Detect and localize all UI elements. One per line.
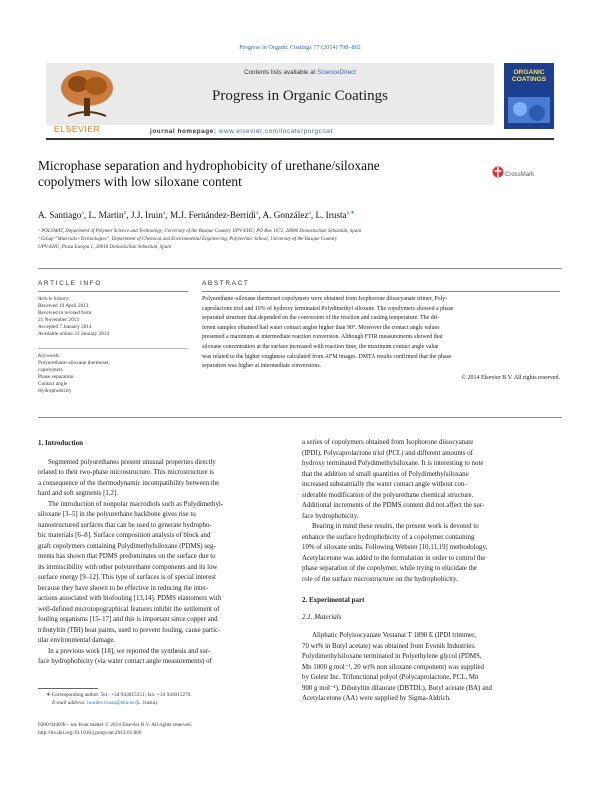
body-line: bic materials [6–8]. Surface composition analysis of block and	[38, 532, 211, 539]
affiliation-b: ᵇ Group “Materials+Technologies”, Department of Chemical and Environmental Engineering, Polytechnic School, University of the Basque Country	[38, 237, 338, 242]
body-line: The introduction of nonpolar macrodiols such as Polydimethyl-	[48, 500, 224, 508]
abstract-bottom-rule	[38, 417, 562, 418]
body-line: Acetylacetone was added to the formulation in order to control the	[302, 554, 486, 562]
body-line: tributyltin (TBI) boat paints, used to prevent fouling, cause partic-	[38, 626, 221, 634]
author-name[interactable]: A. González	[262, 210, 309, 221]
author-affiliation-mark[interactable]: a	[308, 210, 311, 216]
history-label: Article history:	[38, 296, 71, 302]
email-link[interactable]: lourdes.irusta@ehu.es	[87, 700, 135, 706]
affiliation-b-cont: UPV-EHU, Plaza Europa 1, 20018 Donostia/San Sebastián, Spain	[38, 245, 172, 250]
body-line: Segmented polyurethanes present unusual properties directly	[48, 458, 216, 466]
body-line: In a previous work [18], we reported the synthesis and sur-	[48, 647, 211, 655]
copyright-notice: © 2014 Elsevier B.V. All rights reserved.	[461, 375, 560, 381]
abstract-line: separation was higher at intermediate conversions.	[202, 363, 322, 370]
author-name[interactable]: L. Irusta	[315, 210, 347, 221]
header-rule	[46, 138, 554, 140]
left-column	[38, 438, 298, 668]
body-line: well-defined microtopographical features inhibit the settlement of	[38, 605, 220, 613]
history-item: 21 November 2013	[38, 316, 79, 323]
email-note	[52, 700, 158, 708]
keyword-item: Hydrophobicity	[38, 387, 72, 394]
corresponding-author-note: ∗ Corresponding author. Tel.: +34 943015351; fax: +34 943015270.	[46, 692, 192, 698]
keyword-item: Phase separation	[38, 373, 74, 380]
email-label: E-mail address:	[52, 700, 88, 706]
body-line: face hydrophobicity (via water contact angle measurements) of	[38, 658, 212, 665]
history-item: Available online 31 January 2014	[38, 330, 110, 337]
author-affiliation-mark[interactable]: a	[81, 210, 84, 216]
body-line: related to their two-phase microstructure. This microstructure is	[38, 469, 214, 476]
section-heading-experimental: 2. Experimental part	[302, 596, 365, 604]
journal-title: Progress in Organic Coatings	[212, 88, 388, 104]
keywords-rule	[38, 348, 188, 349]
journal-cover-image	[504, 63, 554, 129]
author-affiliation-mark[interactable]: a,∗	[346, 210, 356, 216]
body-line: graft copolymers containing Polydimethylsiloxane (PDMS) seg-	[38, 542, 216, 550]
affiliation-a: ᵃ POLYMAT, Department of Polymer Science and Technology, University of the Basque Country UPV-EHU, PO Box 1072, 20080 Donostia/San Sebastián, Spain	[38, 229, 362, 234]
body-line: fouling organisms [15–17] and this is important since copper and	[38, 616, 218, 623]
publisher-name: ELSEVIER	[54, 124, 101, 134]
author-name[interactable]: J.J. Iruin	[131, 210, 163, 221]
body-line: phase separation of the copolymer, while trying to elucidate the	[302, 565, 477, 572]
cover-title-line1: ORGANIC	[513, 69, 545, 76]
body-line: hydroxy terminated Polydimethylsiloxane. It is interesting to note	[302, 460, 484, 467]
body-line: Bearing in mind these results, the present work is devoted to	[312, 523, 479, 530]
article-info-heading: ARTICLE INFO	[38, 280, 102, 287]
abstract-line: caprolactone triol and 10% of hydroxy terminated Polydimethyl siloxane. The copolymers showed a phase	[202, 305, 454, 312]
body-line: (IPDI), Polycaprolactone triol (PCL) and different amounts of	[302, 449, 473, 457]
crossmark-icon[interactable]	[492, 165, 504, 179]
contents-line	[150, 69, 450, 76]
elsevier-tree-logo	[48, 64, 126, 122]
body-line: its immiscibility with other polyurethane components and its low	[38, 563, 218, 571]
body-line: surface energy [9–12]. This type of surfaces is of special interest	[38, 574, 216, 581]
abstract-body	[202, 295, 560, 372]
abstract-line: Polyurethane–siloxane thermoset copolymers were obtained from Isophorone diisocyanate trimer, Poly-	[202, 296, 448, 302]
body-line: ments has shown that PDMS predominates on the surface due to	[38, 553, 216, 560]
body-line: a series of copolymers obtained from Isophorone diisocyanate	[302, 439, 474, 446]
article-history	[38, 296, 188, 337]
body-line: 10% of siloxane units. Following Webster [10,11,19] methodology,	[302, 544, 488, 551]
body-line: siloxane [3–5] in the polyurethane backbone gives rise to	[38, 511, 196, 518]
author-affiliation-mark[interactable]: a	[255, 210, 259, 216]
body-line: 900 g mol⁻¹), Dibutyltin dilaurate (DBTDL), Butyl acetate (BA) and	[302, 684, 492, 692]
abstract-line: presented a maximum at intermediate reaction conversion. Although FTIR measurements showed that	[202, 334, 443, 341]
author-list: A. Santiago$^a$, L. Martin$^b$, J.J. Iruin$^a$, M.J. Fernández-Berridi$^a$, A. González$^a$, L. Irusta$^{a,∗}$	[38, 210, 356, 221]
body-line: Aliphatic Polyisocyanate Vestanat T 1890 E (IPDI trimmer,	[312, 632, 476, 639]
homepage-label: journal homepage:	[150, 128, 219, 135]
abstract-line: was related to the higher roughness calculated from AFM images. DMTA results confirmed that the phase	[202, 353, 452, 360]
footnote-rule	[38, 688, 98, 689]
section-rule	[38, 268, 562, 269]
abstract-heading: ABSTRACT	[202, 280, 250, 287]
title-line-2: copolymers with low siloxane content	[38, 173, 242, 189]
right-column	[302, 438, 560, 705]
author-affiliation-mark[interactable]: b	[123, 210, 127, 216]
abstract-line: separated structure that depended on the conversion of the reaction and casting temperature. The dif-	[202, 315, 440, 322]
body-line: because they have shown to be effective in reducing the inter-	[38, 584, 209, 592]
body-line: ular environmental damage.	[38, 637, 116, 644]
email-suffix: (L. Irusta).	[134, 700, 159, 706]
body-line: hard and soft segments [1,2].	[38, 490, 118, 497]
author-name[interactable]: M.J. Fernández-Berridi	[169, 210, 256, 221]
subsection-heading-materials: 2.1. Materials	[302, 612, 342, 621]
body-line: by Gelest Inc. Trifunctional polyol (Polycaprolactone, PCL, Mn	[302, 674, 479, 681]
history-item: Received in revised form	[38, 309, 92, 316]
keywords-label: Keywords:	[38, 353, 61, 359]
history-item: Received 19 April 2013	[38, 302, 89, 309]
body-line: role of the surface microstructure on the hydrophobicity.	[302, 575, 458, 583]
body-line: Acetylacetone (AA) were supplied by Sigma-Aldrich.	[302, 695, 451, 702]
contents-prefix: Contents lists available at	[243, 69, 318, 76]
body-line: face hydrophobicity.	[302, 512, 359, 520]
body-line: siderable modification of the polyurethane chemical structure.	[302, 491, 474, 499]
article-title	[38, 158, 478, 189]
body-line: nanostructured surfaces that can be used to generate hydropho-	[38, 521, 212, 529]
keyword-item: Polyurethane–siloxane thermoset	[38, 359, 109, 366]
sciencedirect-link[interactable]: ScienceDirect	[317, 69, 356, 76]
abstract-line: ferent samples obtained had water contact angles higher than 90°. Moreover the contact angle values	[202, 324, 440, 331]
homepage-link[interactable]: www.elsevier.com/locate/porgcoat	[218, 128, 333, 135]
body-line: 70 wt% in Butyl acetate) was obtained from Evonik Industries.	[302, 642, 476, 650]
history-item: Accepted 7 January 2014	[38, 323, 92, 330]
abstract-rule	[202, 291, 560, 292]
cover-title-line2: COATINGS	[511, 76, 547, 83]
body-line: enhance the surface hydrophobicity of a copolymer containing	[302, 533, 475, 541]
body-line: increased substantially the water contact angle without con-	[302, 481, 467, 488]
body-line: actions associated with biofouling [13,14]. PDMS elastomers with	[38, 595, 222, 602]
author-affiliation-mark[interactable]: a	[162, 210, 166, 216]
journal-homepage	[150, 128, 510, 135]
author-name[interactable]: A. Santiago	[38, 210, 82, 221]
keywords-block	[38, 353, 188, 394]
body-line: a consequence of the thermodynamic incompatibility between the	[38, 479, 220, 487]
author-name[interactable]: L. Martin	[88, 210, 124, 221]
body-line: Mn 1000 g mol⁻¹, 20 wt% non siloxane component) was supplied	[302, 663, 484, 671]
keyword-item: Contact angle	[38, 380, 68, 387]
body-line: Polydimethylsiloxane terminated in Polyethylene glycol (PDMS,	[302, 653, 482, 660]
doi-link[interactable]: http://dx.doi.org/10.1016/j.porgcoat.2014.01.006	[38, 730, 142, 736]
info-rule	[38, 291, 188, 292]
issn-line: 0300-9440/$ – see front matter © 2014 Elsevier B.V. All rights reserved.	[38, 722, 192, 728]
body-line: that the addition of small quantities of Polydimethylsiloxane	[302, 470, 469, 478]
section-heading-introduction: 1. Introduction	[38, 439, 83, 447]
journal-citation[interactable]: Progress in Organic Coatings 77 (2014) 798–802	[239, 44, 361, 51]
crossmark-label[interactable]: CrossMark	[505, 172, 535, 178]
abstract-line: siloxane concentration at the surface increased with reaction time, the maximum contact angle value	[202, 343, 439, 350]
title-line-1: Microphase separation and hydrophobicity of urethane/siloxane	[38, 158, 380, 173]
body-line: Additional increments of the PDMS content did not affect the sur-	[302, 502, 485, 509]
keyword-item: copolymers	[38, 366, 63, 373]
